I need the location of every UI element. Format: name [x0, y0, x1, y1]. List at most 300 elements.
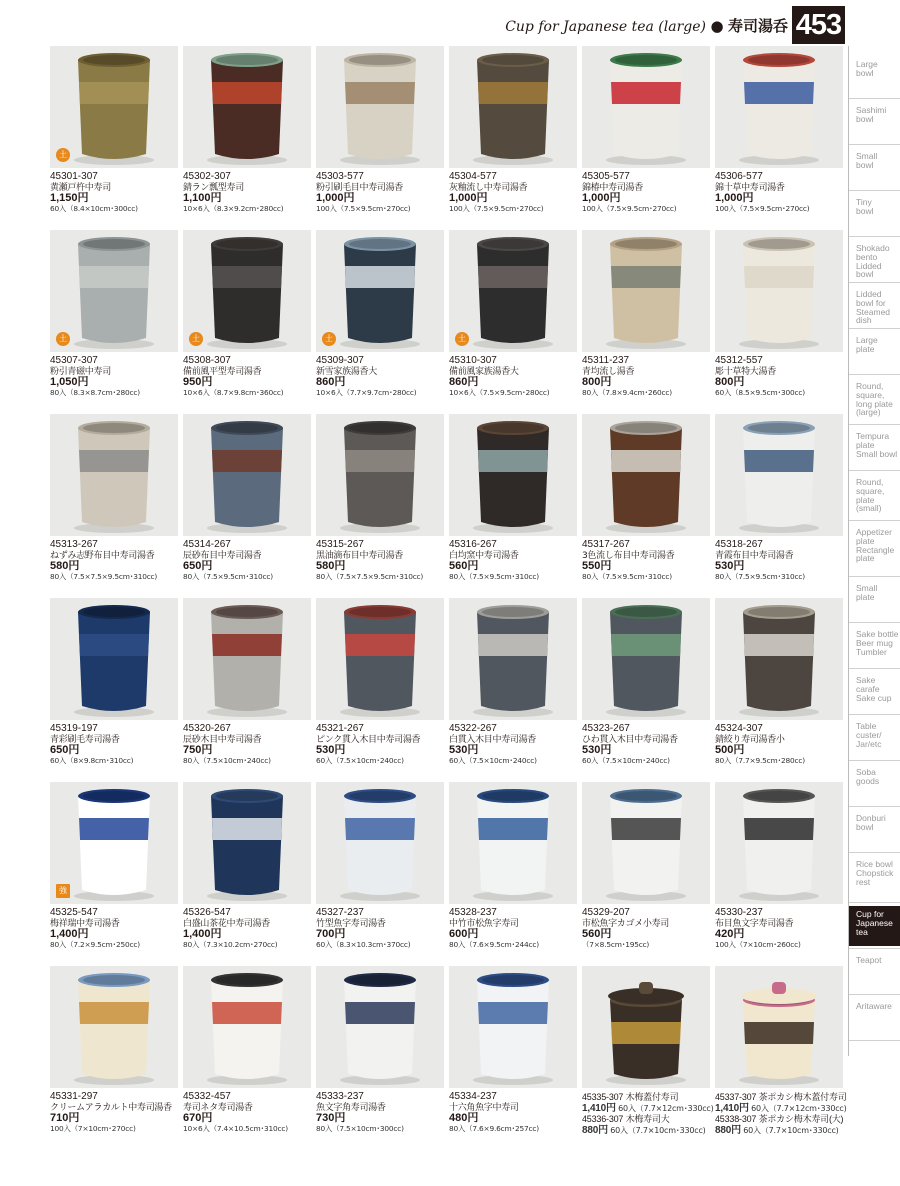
product-info [715, 908, 847, 951]
material-badge: 土 [56, 332, 70, 346]
product-info [582, 172, 714, 215]
cup-illustration [715, 46, 843, 168]
product-name: 青霞布目中寿司湯香 [715, 550, 794, 561]
product-photo[interactable] [316, 966, 444, 1088]
product-photo[interactable] [316, 414, 444, 536]
product-info [316, 724, 448, 767]
product-info [715, 1092, 850, 1136]
cup-illustration [582, 46, 710, 168]
product-spec: 10×6入（8.3×9.2cm･280cc) [183, 204, 284, 213]
product-photo[interactable] [316, 230, 444, 352]
cup-illustration [50, 966, 178, 1088]
product-photo[interactable] [183, 598, 311, 720]
product-photo[interactable] [316, 46, 444, 168]
product-price: 1,000円 [582, 192, 621, 204]
product-name: 彫十草特大湯香 [715, 366, 776, 377]
product-name: 竹型魚字寿司湯香 [316, 918, 386, 929]
sidebar-divider [849, 852, 900, 853]
product-photo[interactable] [50, 46, 178, 168]
cup-illustration [715, 782, 843, 904]
product-code: 45338-307 [715, 1114, 757, 1124]
product-info [316, 540, 448, 583]
sidebar-item[interactable]: Appetizer plate Rectangle plate [856, 527, 895, 564]
product-name: クリームアラカルト中寿司湯香 [50, 1102, 172, 1113]
product-photo[interactable] [183, 46, 311, 168]
product-photo[interactable] [715, 782, 843, 904]
product-code: 45318-267 [715, 539, 763, 550]
cup-illustration [183, 230, 311, 352]
product-name: 辰砂木目中寿司湯香 [183, 734, 262, 745]
product-price-spec [582, 1125, 717, 1137]
product-code: 45321-267 [316, 723, 364, 734]
product-info [449, 724, 581, 767]
product-photo[interactable] [582, 414, 710, 536]
product-info [183, 356, 315, 399]
product-spec: 80入（7.5×9.5cm･310cc) [449, 572, 539, 581]
product-photo[interactable] [715, 414, 843, 536]
product-price: 1,150円 [50, 192, 89, 204]
product-spec: 80入（7.8×9.4cm･260cc) [582, 388, 672, 397]
sidebar-divider [849, 98, 900, 99]
product-code: 45315-267 [316, 539, 364, 550]
sidebar-divider [849, 760, 900, 761]
product-photo[interactable] [582, 230, 710, 352]
product-spec: 80入（7.3×10.2cm･270cc) [183, 940, 278, 949]
product-spec: 60入（7.7×12cm･330cc) [618, 1103, 714, 1113]
cup-illustration [449, 598, 577, 720]
sidebar-item[interactable]: Donburi bowl [856, 813, 886, 832]
section-title-en: Cup for Japanese tea (large) [505, 19, 706, 35]
sidebar-item[interactable]: Round, square, long plate (large) [856, 381, 893, 418]
sidebar-divider [849, 470, 900, 471]
product-name: 白貫入木目中寿司湯香 [449, 734, 537, 745]
product-price: 860円 [316, 376, 346, 388]
product-photo[interactable] [449, 230, 577, 352]
product-spec: 80入（7.6×9.6cm･257cc) [449, 1124, 539, 1133]
product-code: 45334-237 [449, 1091, 497, 1102]
material-badge: 土 [189, 332, 203, 346]
sidebar-item[interactable]: Large plate [856, 335, 878, 354]
product-price: 560円 [449, 560, 479, 572]
cup-illustration [715, 230, 843, 352]
product-info [449, 908, 581, 951]
product-price: 650円 [183, 560, 213, 572]
product-spec: 80入（8.3×8.7cm･280cc) [50, 388, 140, 397]
product-code: 45307-307 [50, 355, 98, 366]
page-header [0, 0, 900, 46]
product-code: 45323-267 [582, 723, 630, 734]
product-spec: 10×6入（7.4×10.5cm･310cc) [183, 1124, 288, 1133]
product-spec: 80入（7.5×9.5cm･310cc) [715, 572, 805, 581]
product-name: 白均窯中寿司湯香 [449, 550, 519, 561]
product-name: 錆ラン瓢型寿司 [183, 182, 244, 193]
cup-illustration [50, 46, 178, 168]
product-name: 中竹市松魚字寿司 [449, 918, 519, 929]
product-price: 880円 [582, 1124, 608, 1136]
product-name: 粉引青磁中寿司 [50, 366, 111, 377]
product-code: 45304-577 [449, 171, 497, 182]
product-spec: 10×6入（7.7×9.7cm･280cc) [316, 388, 417, 397]
product-info [50, 908, 182, 951]
product-info [449, 540, 581, 583]
product-spec: 100入（7.5×9.5cm･270cc) [449, 204, 544, 213]
product-spec: 80入（7.5×10cm･300cc) [316, 1124, 404, 1133]
sidebar-item[interactable]: Table custer/ Jar/etc [856, 721, 882, 749]
product-photo[interactable] [582, 46, 710, 168]
cup-illustration [449, 966, 577, 1088]
cup-illustration [316, 46, 444, 168]
cup-illustration [715, 966, 843, 1088]
product-price: 730円 [316, 1112, 346, 1124]
product-code: 45306-577 [715, 171, 763, 182]
product-info [582, 724, 714, 767]
product-name: 茶ポカシ梅木蓋付寿司 [758, 1092, 847, 1102]
product-price: 1,000円 [316, 192, 355, 204]
product-code: 45332-457 [183, 1091, 231, 1102]
sidebar-divider [849, 1040, 900, 1041]
product-price: 800円 [582, 376, 612, 388]
product-photo[interactable] [449, 598, 577, 720]
product-price: 1,050円 [50, 376, 89, 388]
product-name: 布目魚文字寿司湯香 [715, 918, 794, 929]
cup-illustration [183, 782, 311, 904]
product-spec: 80入（7.5×9.5cm･310cc) [183, 572, 273, 581]
product-code: 45337-307 [715, 1092, 757, 1102]
product-name: 十六角魚字中寿司 [449, 1102, 519, 1113]
product-price: 530円 [316, 744, 346, 756]
product-photo[interactable] [582, 598, 710, 720]
product-name: 錆絞り寿司湯香小 [715, 734, 785, 745]
sidebar-divider [849, 144, 900, 145]
product-info [50, 172, 182, 215]
product-name: 木梅蓋付寿司 [625, 1092, 679, 1102]
product-name: 錦椿中寿司湯香 [582, 182, 643, 193]
cup-illustration [449, 414, 577, 536]
cup-illustration [449, 230, 577, 352]
cup-illustration [715, 414, 843, 536]
material-badge: 強 [56, 884, 70, 898]
product-photo[interactable] [316, 598, 444, 720]
sidebar-divider [849, 236, 900, 237]
product-code: 45316-267 [449, 539, 497, 550]
product-price: 420円 [715, 928, 745, 940]
product-name: 黒油滴布目中寿司湯香 [316, 550, 404, 561]
sidebar-item[interactable]: Small plate [856, 583, 878, 602]
product-spec: 100入（7×10cm･270cc) [50, 1124, 136, 1133]
cup-illustration [582, 966, 710, 1088]
product-price: 800円 [715, 376, 745, 388]
product-price: 600円 [449, 928, 479, 940]
cup-illustration [316, 414, 444, 536]
product-photo[interactable] [50, 414, 178, 536]
product-info [316, 908, 448, 951]
category-index-sidebar [848, 46, 900, 1056]
product-info [50, 356, 182, 399]
product-code: 45313-267 [50, 539, 98, 550]
product-price: 860円 [449, 376, 479, 388]
product-info [582, 540, 714, 583]
product-photo[interactable] [183, 414, 311, 536]
product-photo[interactable] [715, 966, 843, 1088]
title-bullet: ● [710, 17, 724, 35]
product-name: 備前風家族湯香大 [449, 366, 519, 377]
product-name: 青均流し湯香 [582, 366, 635, 377]
product-name: 魚文字角寿司湯香 [316, 1102, 386, 1113]
sidebar-divider [849, 948, 900, 949]
product-spec: 10×6入（7.5×9.5cm･280cc) [449, 388, 550, 397]
product-price: 480円 [449, 1112, 479, 1124]
product-spec: 60入（7.7×12cm･330cc) [751, 1103, 847, 1113]
product-photo[interactable] [50, 782, 178, 904]
product-price: 500円 [715, 744, 745, 756]
product-spec: 60入（7.7×10cm･330cc) [743, 1125, 839, 1135]
sidebar-divider [849, 622, 900, 623]
product-photo[interactable] [50, 966, 178, 1088]
product-spec: 100入（7×10cm･260cc) [715, 940, 801, 949]
product-code: 45302-307 [183, 171, 231, 182]
product-photo[interactable] [715, 46, 843, 168]
product-code: 45317-267 [582, 539, 630, 550]
product-spec: 60入（7.7×10cm･330cc) [610, 1125, 706, 1135]
product-name: 茶ポカシ梅木寿司(大) [758, 1114, 844, 1124]
product-info [715, 724, 847, 767]
cup-illustration [183, 46, 311, 168]
product-info [582, 908, 714, 951]
sidebar-item[interactable]: Shokado bento Lidded bowl [856, 243, 890, 280]
sidebar-item[interactable]: Teapot [856, 955, 882, 965]
sidebar-divider [849, 520, 900, 521]
product-code: 45330-237 [715, 907, 763, 918]
product-price: 1,400円 [183, 928, 222, 940]
product-price: 950円 [183, 376, 213, 388]
product-code: 45309-307 [316, 355, 364, 366]
sidebar-divider [849, 714, 900, 715]
material-badge: 土 [322, 332, 336, 346]
product-code: 45322-267 [449, 723, 497, 734]
product-code: 45328-237 [449, 907, 497, 918]
product-info [316, 356, 448, 399]
product-info [316, 172, 448, 215]
product-price: 530円 [582, 744, 612, 756]
product-photo[interactable] [50, 230, 178, 352]
product-code: 45320-267 [183, 723, 231, 734]
product-price: 560円 [582, 928, 612, 940]
product-spec: 60入（7.5×10cm･240cc) [582, 756, 670, 765]
sidebar-item[interactable]: Aritaware [856, 1001, 892, 1011]
sidebar-item[interactable]: Tiny bowl [856, 197, 874, 216]
sidebar-item[interactable]: Rice bowl Chopstick rest [856, 859, 894, 887]
product-code: 45336-307 [582, 1114, 624, 1124]
product-info [449, 172, 581, 215]
product-price: 530円 [449, 744, 479, 756]
product-spec: 80入（7.6×9.5cm･244cc) [449, 940, 539, 949]
product-name: 白盛山茶花中寿司湯香 [183, 918, 271, 929]
product-spec: 100入（7.5×9.5cm･270cc) [715, 204, 810, 213]
product-photo[interactable] [715, 598, 843, 720]
sidebar-divider [849, 994, 900, 995]
sidebar-item[interactable]: Sake bottle Beer mug Tumbler [856, 629, 899, 657]
product-code: 45301-307 [50, 171, 98, 182]
product-info [449, 1092, 581, 1135]
product-name: ピンク貫入木目中寿司湯香 [316, 734, 421, 745]
product-photo[interactable] [183, 966, 311, 1088]
product-code: 45319-197 [50, 723, 98, 734]
sidebar-divider [849, 806, 900, 807]
product-price: 650円 [50, 744, 80, 756]
cup-illustration [316, 230, 444, 352]
product-spec: 100入（7.5×9.5cm･270cc) [582, 204, 677, 213]
sidebar-item[interactable]: Round, square, plate (small) [856, 477, 885, 514]
product-code: 45325-547 [50, 907, 98, 918]
sidebar-divider [849, 424, 900, 425]
product-photo[interactable] [183, 782, 311, 904]
page-number: 453 [792, 6, 845, 44]
cup-illustration [316, 782, 444, 904]
product-name: 灰釉流し中寿司湯香 [449, 182, 528, 193]
product-price: 1,410円 [582, 1102, 616, 1114]
product-price: 670円 [183, 1112, 213, 1124]
product-name: 辰砂布目中寿司湯香 [183, 550, 262, 561]
cup-illustration [449, 46, 577, 168]
cup-illustration [449, 782, 577, 904]
product-info [316, 1092, 448, 1135]
product-code: 45326-547 [183, 907, 231, 918]
product-name: 寿司ネタ寿司湯香 [183, 1102, 253, 1113]
cup-illustration [183, 966, 311, 1088]
cup-illustration [582, 414, 710, 536]
product-price: 1,000円 [449, 192, 488, 204]
product-name: 新雪家族湯香大 [316, 366, 377, 377]
sidebar-item[interactable]: Cup for Japanese tea [849, 906, 900, 946]
product-price-spec [715, 1103, 850, 1115]
section-title-ja: 寿司湯呑 [727, 17, 788, 35]
cup-illustration [183, 414, 311, 536]
product-spec: （7×8.5cm･195cc) [582, 940, 650, 949]
product-price: 700円 [316, 928, 346, 940]
product-photo[interactable] [449, 966, 577, 1088]
sidebar-item[interactable]: Small bowl [856, 151, 878, 170]
product-spec: 60入（8.3×10.3cm･370cc) [316, 940, 411, 949]
sidebar-item[interactable]: Sake carafe Sake cup [856, 675, 892, 703]
product-info [183, 724, 315, 767]
sidebar-item[interactable]: Lidded bowl for Steamed dish [856, 289, 891, 326]
cup-illustration [316, 598, 444, 720]
sidebar-divider [849, 282, 900, 283]
product-name: 備前風平型寿司湯香 [183, 366, 262, 377]
product-info [183, 540, 315, 583]
product-code: 45324-307 [715, 723, 763, 734]
product-price: 530円 [715, 560, 745, 572]
sidebar-item[interactable]: Large bowl [856, 59, 878, 78]
product-info [715, 356, 847, 399]
product-info [715, 172, 847, 215]
product-name: 市松魚字カゴメ小寿司 [582, 918, 670, 929]
product-info [449, 356, 581, 399]
product-spec: 80入（7.5×7.5×9.5cm･310cc) [316, 572, 424, 581]
product-spec: 60入（7.5×10cm･240cc) [316, 756, 404, 765]
product-info [50, 724, 182, 767]
product-spec: 60入（8.5×9.5cm･300cc) [715, 388, 805, 397]
product-spec: 80入（7.5×10cm･240cc) [183, 756, 271, 765]
sidebar-divider [849, 190, 900, 191]
material-badge: 土 [455, 332, 469, 346]
product-price: 1,400円 [50, 928, 89, 940]
product-price: 750円 [183, 744, 213, 756]
product-info [183, 172, 315, 215]
product-code: 45310-307 [449, 355, 497, 366]
product-photo[interactable] [582, 782, 710, 904]
product-code: 45314-267 [183, 539, 231, 550]
cup-illustration [582, 598, 710, 720]
product-info [50, 1092, 182, 1135]
product-spec: 60入（7.5×10cm･240cc) [449, 756, 537, 765]
product-photo[interactable] [183, 230, 311, 352]
product-price-spec [715, 1125, 850, 1137]
product-price-spec [582, 1103, 717, 1115]
product-info [715, 540, 847, 583]
product-info [183, 1092, 315, 1135]
product-spec: 10×6入（8.7×9.8cm･360cc) [183, 388, 284, 397]
product-code: 45312-557 [715, 355, 763, 366]
product-code-name [715, 1092, 850, 1103]
product-spec: 80入（7.2×9.5cm･250cc) [50, 940, 140, 949]
cup-illustration [715, 598, 843, 720]
product-code: 45303-577 [316, 171, 364, 182]
cup-illustration [50, 230, 178, 352]
product-photo[interactable] [582, 966, 710, 1088]
cup-illustration [582, 230, 710, 352]
sidebar-divider [849, 902, 900, 903]
product-code: 45331-297 [50, 1091, 98, 1102]
product-info [582, 356, 714, 399]
product-code: 45311-237 [582, 355, 630, 366]
product-price: 1,410円 [715, 1102, 749, 1114]
product-price: 1,100円 [183, 192, 222, 204]
product-price: 710円 [50, 1112, 80, 1124]
product-spec: 100入（7.5×9.5cm･270cc) [316, 204, 411, 213]
product-spec: 80入（7.5×7.5×9.5cm･310cc) [50, 572, 158, 581]
product-code: 45308-307 [183, 355, 231, 366]
cup-illustration [316, 966, 444, 1088]
product-info [582, 1092, 717, 1136]
product-info [50, 540, 182, 583]
product-photo[interactable] [449, 782, 577, 904]
sidebar-item[interactable]: Soba goods [856, 767, 880, 786]
product-photo[interactable] [316, 782, 444, 904]
product-price: 1,000円 [715, 192, 754, 204]
product-name: 黄瀬戸杵中寿司 [50, 182, 111, 193]
sidebar-item[interactable]: Sashimi bowl [856, 105, 887, 124]
product-code: 45327-237 [316, 907, 364, 918]
product-spec: 60入（8×9.8cm･310cc) [50, 756, 134, 765]
product-name: ひわ貫入木目中寿司湯香 [582, 734, 678, 745]
product-name: ねずみ志野布目中寿司湯香 [50, 550, 155, 561]
product-photo[interactable] [449, 414, 577, 536]
product-photo[interactable] [715, 230, 843, 352]
cup-illustration [50, 598, 178, 720]
product-code: 45305-577 [582, 171, 630, 182]
product-photo[interactable] [449, 46, 577, 168]
product-spec: 80入（7.7×9.5cm･280cc) [715, 756, 805, 765]
product-name: 青彩刷毛寿司湯香 [50, 734, 120, 745]
section-title [505, 15, 788, 36]
product-name: 粉引刷毛目中寿司湯香 [316, 182, 404, 193]
sidebar-divider [849, 576, 900, 577]
product-photo[interactable] [50, 598, 178, 720]
sidebar-item[interactable]: Tempura plate Small bowl [856, 431, 898, 459]
product-code-name [582, 1114, 717, 1125]
product-price: 580円 [50, 560, 80, 572]
